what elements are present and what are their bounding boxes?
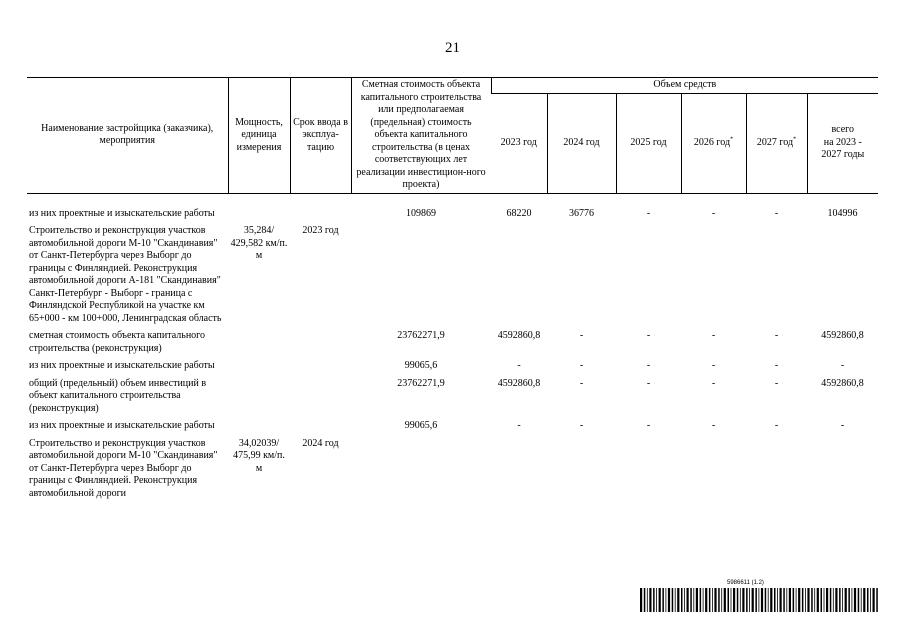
table-row [27, 438, 878, 506]
table-row [27, 360, 878, 378]
cell-total: 4592860,8 [821, 377, 864, 389]
cell-name: сметная стоимость объекта капитального строительства (реконструкция) [29, 330, 206, 354]
cell-y2023: 68220 [506, 207, 532, 219]
table-row [27, 420, 878, 438]
header-capacity: Мощность, единица измерения [228, 78, 290, 194]
cell-cost: 23762271,9 [397, 377, 445, 389]
cell-name: из них проектные и изыскательские работы [29, 420, 215, 431]
cell-y2027: - [774, 420, 779, 431]
cell-cost: 99065,6 [404, 420, 438, 431]
cell-name: из них проектные и изыскательские работы [29, 360, 215, 371]
header-year-2026: 2026 год* [681, 93, 746, 193]
page-number: 21 [445, 40, 460, 56]
cell-y2023 [491, 438, 547, 506]
cell-term [290, 360, 351, 378]
cell-y2025: - [646, 420, 651, 431]
cell-y2027 [746, 225, 807, 330]
cell-y2027: - [774, 330, 779, 341]
cell-y2026 [681, 438, 746, 506]
cell-term [290, 420, 351, 438]
investment-table [27, 77, 878, 505]
cell-y2026 [681, 225, 746, 330]
table-row [27, 208, 878, 226]
barcode-caption: 5986611 (1.2) [727, 580, 764, 586]
cell-capacity [228, 208, 290, 226]
header-year-2023: 2023 год [491, 93, 547, 193]
cell-capacity: 34,02039/ 475,99 км/п. м [233, 437, 285, 474]
header-cost: Сметная стоимость объекта капитального строительства или предполагаемая (предельная) стоимость объекта капитального строительства (в ценах соответствующих лет реализации инвестицион-ного проекта) [351, 78, 491, 194]
cell-term [290, 208, 351, 226]
cell-term: 2023 год [302, 225, 339, 236]
cell-y2026: - [711, 420, 716, 431]
cell-total: - [840, 420, 845, 431]
table-row [27, 378, 878, 421]
cell-y2024 [547, 225, 616, 330]
cell-capacity [228, 378, 290, 421]
cell-total: 4592860,8 [821, 330, 864, 341]
cell-y2023: 4592860,8 [497, 330, 541, 341]
cell-y2023: 4592860,8 [497, 377, 541, 389]
cell-y2027: - [774, 360, 779, 371]
cell-y2024: - [579, 360, 584, 371]
cell-y2025: - [646, 207, 651, 219]
footnote-mark: * [793, 136, 797, 143]
cell-y2024: - [579, 330, 584, 341]
cell-total: - [840, 360, 845, 371]
cell-y2026: - [711, 207, 716, 219]
cell-y2025: - [646, 377, 651, 389]
cell-cost: 99065,6 [404, 360, 438, 371]
cell-total: 104996 [827, 207, 858, 219]
cell-y2027: - [774, 207, 779, 219]
cell-y2026: - [711, 330, 716, 341]
cell-total [807, 225, 878, 330]
cell-y2024 [547, 438, 616, 506]
cell-cost [351, 225, 491, 330]
cell-y2027: - [774, 377, 779, 389]
cell-y2025 [616, 225, 681, 330]
cell-y2025: - [646, 360, 651, 371]
cell-name: общий (предельный) объем инвестиций в объект капитального строительства (реконструкция) [29, 377, 207, 414]
header-year-2027: 2027 год* [746, 93, 807, 193]
cell-term: 2024 год [302, 437, 339, 449]
header-year-2024: 2024 год [547, 93, 616, 193]
cell-name: Строительство и реконструкция участков автомобильной дороги М-10 "Скандинавия" от Санкт-Петербурга через Выборг до границы с Финляндией. Реконструкция автомобильной дороги [29, 437, 218, 499]
cell-y2023 [491, 225, 547, 330]
footnote-mark: * [730, 136, 734, 143]
cell-term [290, 378, 351, 421]
header-total: всего на 2023 - 2027 годы [807, 93, 878, 193]
cell-y2023: - [517, 360, 521, 371]
cell-y2025: - [646, 330, 651, 341]
cell-capacity [228, 330, 290, 360]
cell-y2024: - [579, 377, 584, 389]
cell-total [807, 438, 878, 506]
barcode [640, 588, 878, 612]
cell-y2024: - [579, 420, 584, 431]
cell-capacity: 35,284/ 429,582 км/п. м [230, 225, 288, 261]
cell-name: из них проектные и изыскательские работы [29, 207, 215, 219]
cell-capacity [228, 420, 290, 438]
cell-cost: 109869 [406, 207, 436, 219]
table-row [27, 225, 878, 330]
cell-capacity [228, 360, 290, 378]
cell-y2026: - [711, 360, 716, 371]
cell-name: Строительство и реконструкция участков автомобильной дороги М-10 "Скандинавия" от Санкт-Петербурга через Выборг до границы с Финляндией. Реконструкция автомобильной дороги А-181 "Скандинавия" Санкт-Петербург - Выборг - граница с Финляндской Республикой на участке км 65+000 - км 100+000, Ленинградская область [29, 225, 222, 324]
cell-cost [351, 438, 491, 506]
cell-y2024: 36776 [569, 207, 594, 219]
table-row [27, 330, 878, 360]
cell-y2023: - [517, 420, 521, 431]
header-term: Срок ввода в эксплуа-тацию [290, 78, 351, 194]
cell-term [290, 330, 351, 360]
header-name: Наименование застройщика (заказчика), мероприятия [27, 78, 228, 194]
header-year-2025: 2025 год [616, 93, 681, 193]
cell-y2025 [616, 438, 681, 506]
header-funds-group: Объем средств [491, 78, 878, 94]
cell-cost: 23762271,9 [397, 330, 445, 341]
cell-y2027 [746, 438, 807, 506]
cell-y2026: - [711, 377, 716, 389]
